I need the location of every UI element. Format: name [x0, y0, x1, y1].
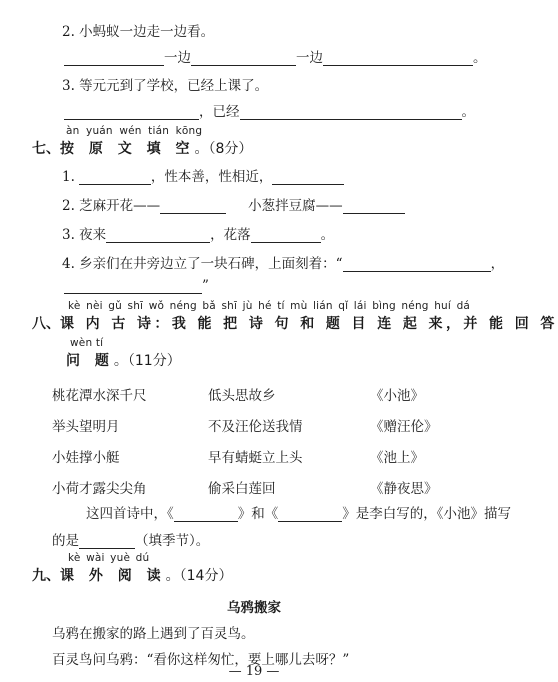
item-text: ” [202, 278, 209, 294]
q3-answer-row [64, 100, 475, 120]
sec7-item-2 [62, 194, 405, 214]
sec8-title-2: 问 题 [66, 353, 114, 369]
sec7-title: 按 原 文 填 空 [60, 141, 195, 157]
item-text: 2. 芝麻开花—— [62, 198, 161, 214]
sec9-number: 九、 [32, 568, 60, 584]
story-paragraph-2: 百灵鸟问乌鸦：“看你这样匆忙，要上哪儿去呀？” [52, 652, 350, 668]
poem-title[interactable]: 《赠汪伦》 [370, 419, 438, 435]
poem-lines-col-2 [208, 381, 303, 505]
sec9-title: 课 外 阅 读 [60, 568, 166, 584]
sec9-heading [32, 565, 232, 585]
item-text: 4. 乡亲们在井旁边立了一块石碑，上面刻着：“ [62, 256, 343, 272]
sec8-blank-3[interactable] [79, 534, 135, 549]
sec8-question-cont [52, 529, 209, 549]
item-number: 1. [62, 169, 75, 185]
question-text: 这四首诗中，《 [86, 506, 174, 522]
item-text: 3. 夜来 [62, 227, 107, 243]
sec7-blank-5[interactable] [106, 228, 210, 243]
sec7-blank-2[interactable] [272, 170, 344, 185]
sec7-item-4 [62, 252, 504, 272]
poem-line[interactable]: 小荷才露尖尖角 [52, 481, 147, 497]
sec7-blank-8[interactable] [64, 279, 202, 294]
q2-blank-1[interactable] [64, 51, 164, 66]
sec8-blank-1[interactable] [174, 507, 238, 522]
sec9-pinyin: kè wài yuè dú [68, 552, 150, 564]
sec8-pinyin-1: kè nèi gǔ shī wǒ néng bǎ shī jù hé tí mù lián qǐ lái bìng néng huí dá [68, 300, 471, 312]
item-text: ，花落 [210, 227, 251, 243]
poem-lines-col-1 [52, 381, 147, 505]
poem-line[interactable]: 低头思故乡 [208, 388, 276, 404]
item-text: 。 [320, 227, 335, 243]
q2-suffix-2: 一边 [296, 50, 323, 66]
q3-blank-1[interactable] [64, 105, 199, 120]
sec7-number: 七、 [32, 141, 60, 157]
sec7-item-1 [62, 165, 344, 185]
question-text: 》和《 [237, 506, 279, 522]
sec7-pinyin: àn yuán wén tián kōng [66, 125, 203, 137]
poem-line[interactable]: 桃花潭水深千尺 [52, 388, 147, 404]
q2-blank-3[interactable] [323, 51, 473, 66]
q3-period: 。 [461, 104, 475, 120]
poem-line[interactable]: 小娃撑小艇 [52, 450, 120, 466]
q2-blank-2[interactable] [191, 51, 296, 66]
story-title: 乌鸦搬家 [227, 600, 281, 616]
sec8-score: 。（11分） [113, 353, 181, 369]
question-text: （填季节）。 [135, 533, 210, 549]
sec7-blank-3[interactable] [160, 199, 226, 214]
sec9-score: 。（14分） [165, 568, 233, 584]
q2-suffix-1: 一边 [164, 50, 191, 66]
poem-title[interactable]: 《静夜思》 [370, 481, 438, 497]
poem-line[interactable]: 偷采白莲回 [208, 481, 276, 497]
poem-title[interactable]: 《池上》 [370, 450, 424, 466]
question-text: 的是 [52, 533, 79, 549]
item-text: ，性本善，性相近， [150, 169, 273, 185]
q3-sentence: 3. 等元元到了学校，已经上课了。 [62, 78, 269, 94]
q2-period: 。 [473, 50, 487, 66]
poem-titles-col [370, 381, 438, 505]
q3-blank-2[interactable] [240, 105, 462, 120]
item-text: ， [490, 256, 505, 272]
q2-sentence: 2. 小蚂蚁一边走一边看。 [62, 24, 215, 40]
sec7-heading [32, 138, 252, 158]
poem-line[interactable]: 不及汪伦送我情 [208, 419, 303, 435]
sec7-item-4-cont [64, 278, 209, 294]
question-text: 》是李白写的，《小池》描写 [342, 506, 511, 522]
poem-line[interactable]: 早有蜻蜓立上头 [208, 450, 303, 466]
item-text: 小葱拌豆腐—— [248, 198, 343, 214]
page-number: — 19 — [228, 664, 280, 679]
sec8-blank-2[interactable] [278, 507, 342, 522]
q2-answer-row [64, 46, 487, 66]
poem-title[interactable]: 《小池》 [370, 388, 424, 404]
sec8-heading [32, 313, 558, 333]
sec8-question [86, 502, 511, 522]
sec8-title: 课 内 古 诗：我 能 把 诗 句 和 题 目 连 起 来，并 能 回 答 [60, 316, 558, 332]
sec7-blank-7[interactable] [343, 257, 491, 272]
story-paragraph-1: 乌鸦在搬家的路上遇到了百灵鸟。 [52, 626, 255, 642]
sec8-heading-2 [66, 350, 181, 370]
sec7-blank-6[interactable] [251, 228, 321, 243]
sec7-blank-1[interactable] [79, 170, 151, 185]
sec8-pinyin-2: wèn tí [70, 337, 104, 349]
poem-line[interactable]: 举头望明月 [52, 419, 120, 435]
sec8-number: 八、 [32, 316, 60, 332]
sec7-item-3 [62, 223, 334, 243]
sec7-score: 。（8分） [194, 141, 253, 157]
q3-mid: ，已经 [199, 104, 240, 120]
sec7-blank-4[interactable] [343, 199, 405, 214]
